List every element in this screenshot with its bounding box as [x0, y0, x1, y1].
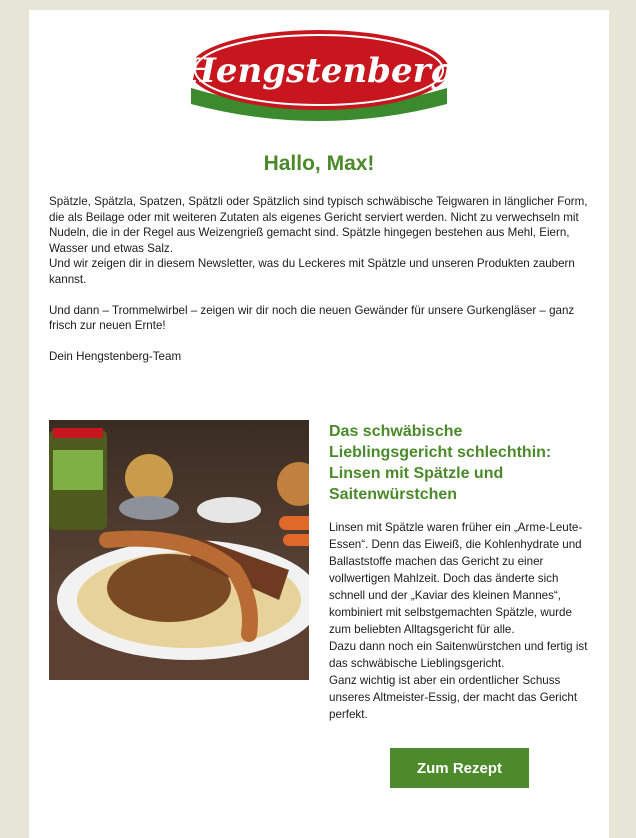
- intro-text: [49, 194, 594, 380]
- signature: Dein Hengstenberg-Team: [49, 350, 182, 363]
- newsletter-card: [29, 10, 609, 838]
- recipe-description: [329, 519, 591, 723]
- svg-text:Hengstenberg: Hengstenberg: [185, 51, 453, 91]
- intro-paragraph-2: Und dann – Trommelwirbel – zeigen wir dir noch die neuen Gewänder für unsere Gurkengläser – ganz frisch zur neuen Ernte!: [49, 303, 575, 332]
- recipe-button[interactable]: Zum Rezept: [390, 748, 529, 788]
- recipe-paragraph-1: Linsen mit Spätzle waren früher ein „Arme-Leute-Essen“. Denn das Eiweiß, die Kohlenhydrate und Ballaststoffe machen das Gericht zu einer vollwertigen Mahlzeit. Doch das änderte sich schnell und der „Kaviar des kleinen Mannes“, kombiniert mit selbstgemachten Spätzle, wurde zum beliebten Alltagsgericht für alle.: [329, 521, 583, 636]
- recipe-title: Das schwäbische Lieblingsgericht schlechthin: Linsen mit Spätzle und Saitenwürstchen: [329, 423, 552, 503]
- intro-paragraph-1b: Und wir zeigen dir in diesem Newsletter, was du Leckeres mit Spätzle und unseren Produkten zaubern kannst.: [49, 257, 575, 286]
- greeting-heading: Hallo, Max!: [263, 152, 375, 175]
- recipe-paragraph-2: Dazu dann noch ein Saitenwürstchen und fertig ist das schwäbische Lieblingsgericht.: [329, 640, 588, 670]
- recipe-photo[interactable]: [49, 420, 309, 680]
- intro-paragraph-1: Spätzle, Spätzla, Spatzen, Spätzli oder Spätzlich sind typisch schwäbische Teigwaren in länglicher Form, die als Beilage oder mit weiteren Zutaten als eigenes Gericht serviert werden. Nicht zu verwechseln mit Nudeln, die in der Regel aus Weizengrieß gemacht sind. Spätzle hingegen bestehen aus Mehl, Eiern, Wasser und etwas Salz.: [49, 195, 588, 255]
- hengstenberg-logo[interactable]: [185, 26, 453, 124]
- recipe-paragraph-3: Ganz wichtig ist aber ein ordentlicher Schuss unseres Altmeister-Essig, der macht das Gericht perfekt.: [329, 674, 578, 721]
